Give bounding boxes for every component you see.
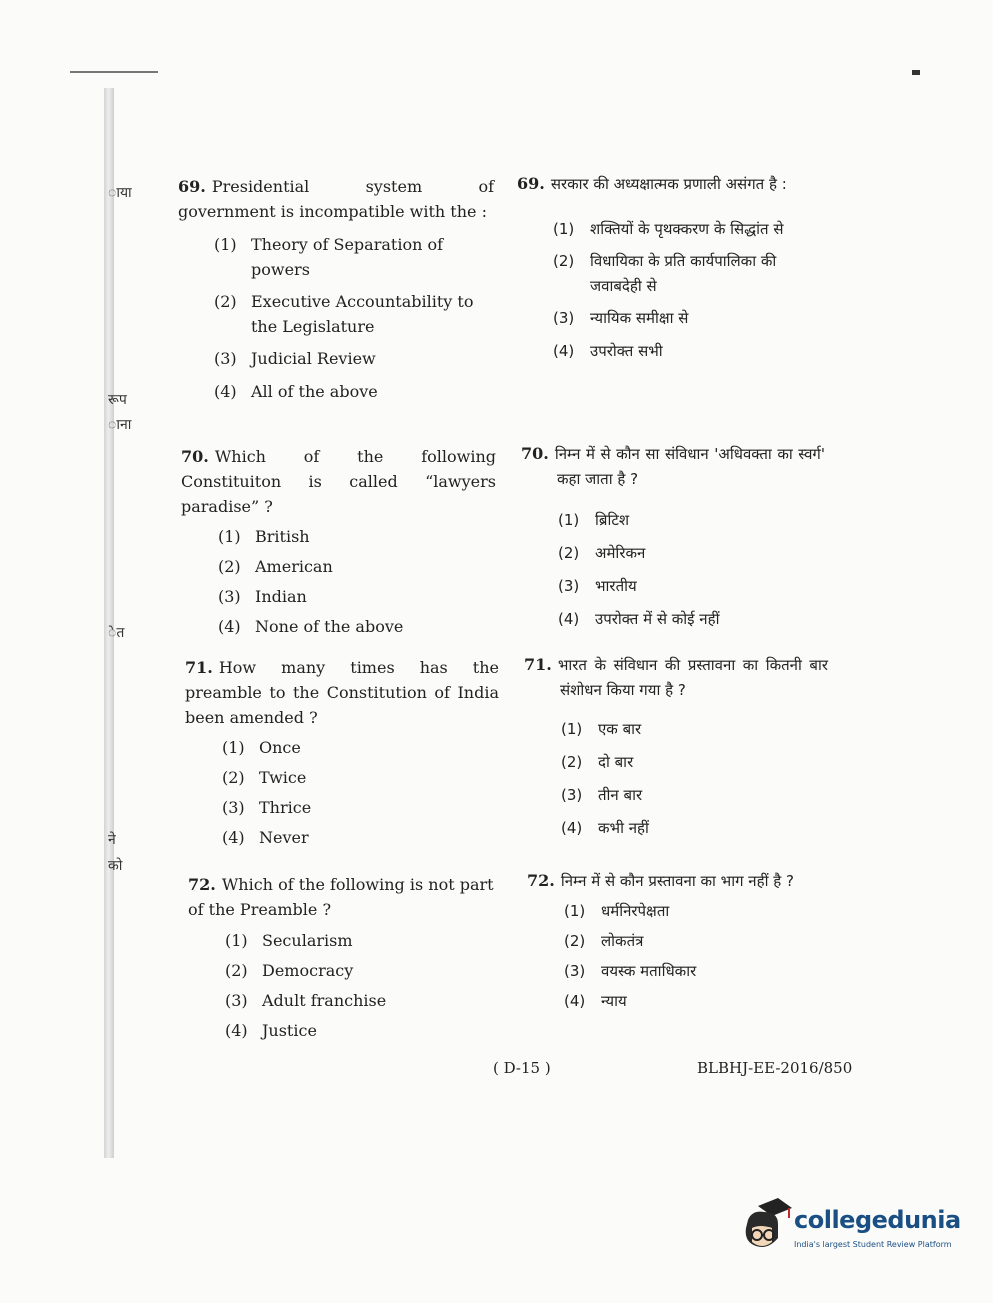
mascot-icon xyxy=(738,1198,794,1254)
option: (4) न्याय xyxy=(564,992,627,1010)
logo-name: collegedunia xyxy=(794,1206,961,1234)
option: (2) अमेरिकन xyxy=(558,544,646,562)
option: (2) Executive Accountability to the Legislature xyxy=(214,292,474,336)
question-text: 70. Which of the following Constituiton is called “lawyers paradise” ? xyxy=(181,447,496,516)
option: (1) Once xyxy=(222,738,301,757)
question-number: 70. xyxy=(521,444,549,463)
question-69-en xyxy=(178,174,494,404)
option: (1) Secularism xyxy=(225,931,353,950)
option: (4) Justice xyxy=(225,1021,317,1040)
collegedunia-logo xyxy=(738,1198,963,1258)
option: (2) Twice xyxy=(222,768,307,787)
option: (3) Thrice xyxy=(222,798,312,817)
question-71-en xyxy=(185,655,499,850)
option: (4) All of the above xyxy=(214,382,378,401)
option: (1) British xyxy=(218,527,310,546)
option: (1) धर्मनिरपेक्षता xyxy=(564,902,670,920)
question-number: 70. xyxy=(181,447,209,466)
option: (2) दो बार xyxy=(561,753,634,771)
margin-note: ेत xyxy=(108,625,125,641)
question-71-hi xyxy=(524,652,828,841)
question-number: 69. xyxy=(517,174,545,193)
margin-note: ाना xyxy=(108,417,132,433)
option: (3) Judicial Review xyxy=(214,349,376,368)
option: (3) भारतीय xyxy=(558,577,637,595)
question-number: 72. xyxy=(188,875,216,894)
question-72-en xyxy=(188,872,504,1043)
paper-code: BLBHJ-EE-2016/850 xyxy=(697,1059,853,1077)
option: (1) एक बार xyxy=(561,720,642,738)
question-69-hi xyxy=(517,171,823,364)
question-number: 72. xyxy=(527,871,555,890)
question-text: 70. निम्न में से कौन सा संविधान 'अधिवक्ता का स्वर्ग' कहा जाता है ? xyxy=(521,444,825,488)
question-text: 72. निम्न में से कौन प्रस्तावना का भाग नहीं है ? xyxy=(527,871,794,890)
option: (3) वयस्क मताधिकार xyxy=(564,962,697,980)
question-number: 71. xyxy=(524,655,552,674)
option: (3) तीन बार xyxy=(561,786,643,804)
top-rule xyxy=(70,71,158,73)
corner-mark xyxy=(912,70,920,75)
margin-note: ाया xyxy=(108,185,132,201)
question-text: 69. सरकार की अध्यक्षात्मक प्रणाली असंगत है : xyxy=(517,174,787,193)
option: (4) Never xyxy=(222,828,309,847)
logo-tagline: India's largest Student Review Platform xyxy=(794,1240,952,1249)
option: (2) Democracy xyxy=(225,961,354,980)
question-text: 72. Which of the following is not part of the Preamble ? xyxy=(188,875,494,919)
question-70-en xyxy=(181,444,496,639)
question-72-hi xyxy=(527,868,827,1014)
option: (1) Theory of Separation of powers xyxy=(214,235,444,279)
option: (3) Adult franchise xyxy=(225,991,387,1010)
question-text: 71. भारत के संविधान की प्रस्तावना का कितनी बार संशोधन किया गया है ? xyxy=(524,655,828,699)
option: (4) None of the above xyxy=(218,617,404,636)
option: (3) Indian xyxy=(218,587,307,606)
option: (4) कभी नहीं xyxy=(561,819,649,837)
page-number: ( D-15 ) xyxy=(493,1059,551,1077)
question-70-hi xyxy=(521,441,825,632)
question-text: 69. Presidential system of government is incompatible with the : xyxy=(178,177,494,221)
question-number: 69. xyxy=(178,177,206,196)
option: (4) उपरोक्त सभी xyxy=(553,342,663,360)
option: (2) लोकतंत्र xyxy=(564,932,644,950)
margin-note: ने xyxy=(108,832,116,848)
option: (1) ब्रिटिश xyxy=(558,511,630,529)
margin-note: को xyxy=(108,858,123,874)
option: (2) विधायिका के प्रति कार्यपालिका की जवाबदेही से xyxy=(553,252,777,295)
option: (1) शक्तियों के पृथक्करण के सिद्धांत से xyxy=(553,220,784,238)
question-text: 71. How many times has the preamble to the Constitution of India been amended ? xyxy=(185,658,499,727)
question-number: 71. xyxy=(185,658,213,677)
option: (3) न्यायिक समीक्षा से xyxy=(553,309,689,327)
margin-note: रूप xyxy=(108,392,127,408)
option: (2) American xyxy=(218,557,333,576)
option: (4) उपरोक्त में से कोई नहीं xyxy=(558,610,720,628)
